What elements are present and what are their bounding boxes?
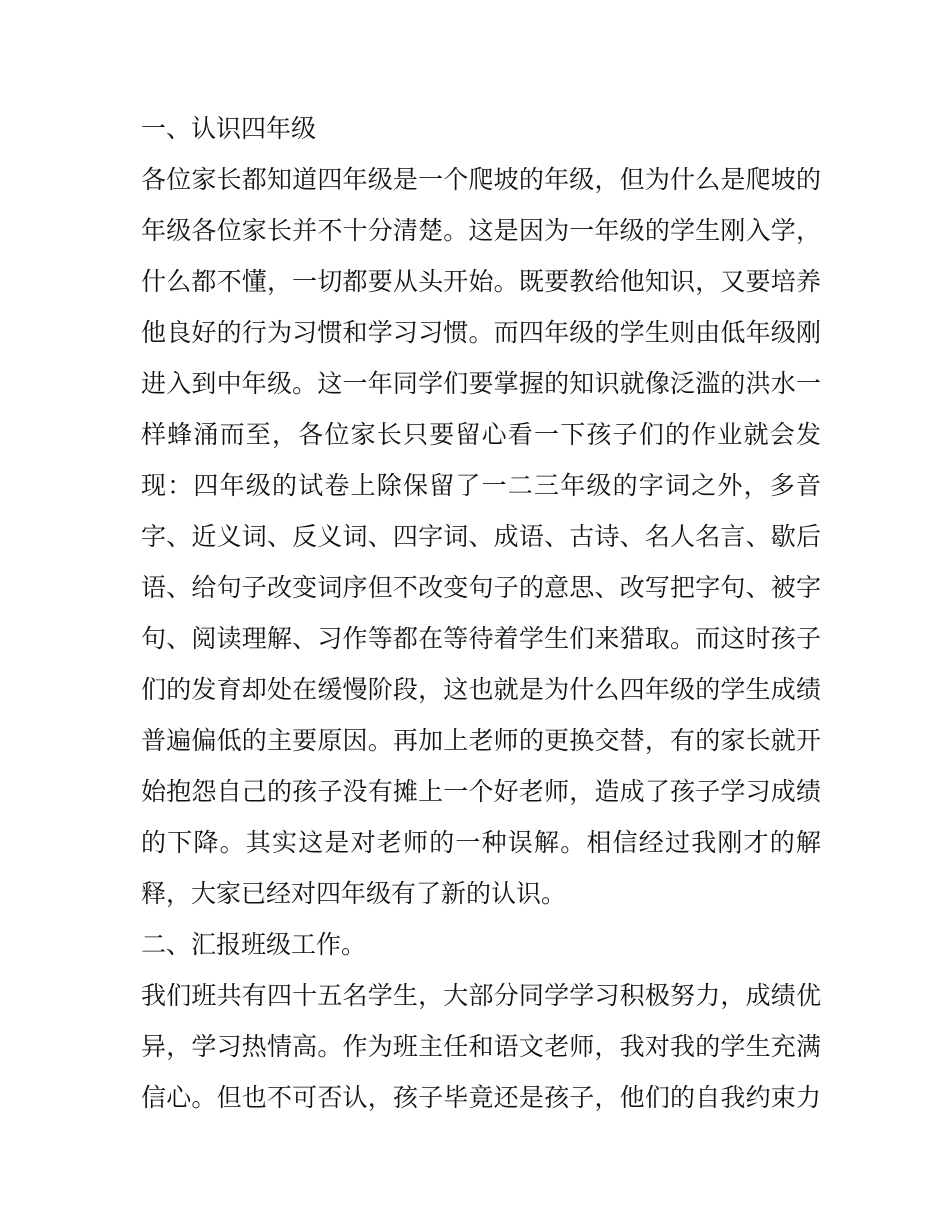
text-line: 信心。但也不可否认，孩子毕竟还是孩子，他们的自我约束力 xyxy=(141,1083,821,1112)
text-line: 我们班共有四十五名学生，大部分同学学习积极努力，成绩优 xyxy=(141,981,821,1010)
text-line: 他良好的行为习惯和学习习惯。而四年级的学生则由低年级刚 xyxy=(141,318,821,347)
text-line: 始抱怨自己的孩子没有摊上一个好老师，造成了孩子学习成绩 xyxy=(141,777,821,806)
text-line: 异，学习热情高。作为班主任和语文老师，我对我的学生充满 xyxy=(141,1032,821,1061)
text-line: 们的发育却处在缓慢阶段，这也就是为什么四年级的学生成绩 xyxy=(141,675,821,704)
text-line: 句、阅读理解、习作等都在等待着学生们来猎取。而这时孩子 xyxy=(141,624,821,653)
text-line: 样蜂涌而至，各位家长只要留心看一下孩子们的作业就会发 xyxy=(141,420,821,449)
text-line: 什么都不懂，一切都要从头开始。既要教给他知识，又要培养 xyxy=(141,267,821,296)
text-line: 现：四年级的试卷上除保留了一二三年级的字词之外，多音 xyxy=(141,471,821,500)
text-line: 普遍偏低的主要原因。再加上老师的更换交替，有的家长就开 xyxy=(141,726,821,755)
text-line: 语、给句子改变词序但不改变句子的意思、改写把字句、被字 xyxy=(141,573,821,602)
section-heading-2: 二、汇报班级工作。 xyxy=(141,930,367,959)
text-line: 字、近义词、反义词、四字词、成语、古诗、名人名言、歇后 xyxy=(141,522,821,551)
text-line: 释，大家已经对四年级有了新的认识。 xyxy=(141,879,567,908)
section-heading-1: 一、认识四年级 xyxy=(141,114,317,143)
text-line: 年级各位家长并不十分清楚。这是因为一年级的学生刚入学， xyxy=(141,216,821,245)
text-line: 的下降。其实这是对老师的一种误解。相信经过我刚才的解 xyxy=(141,828,821,857)
text-line: 进入到中年级。这一年同学们要掌握的知识就像泛滥的洪水一 xyxy=(141,369,821,398)
text-line: 各位家长都知道四年级是一个爬坡的年级，但为什么是爬坡的 xyxy=(141,165,821,194)
